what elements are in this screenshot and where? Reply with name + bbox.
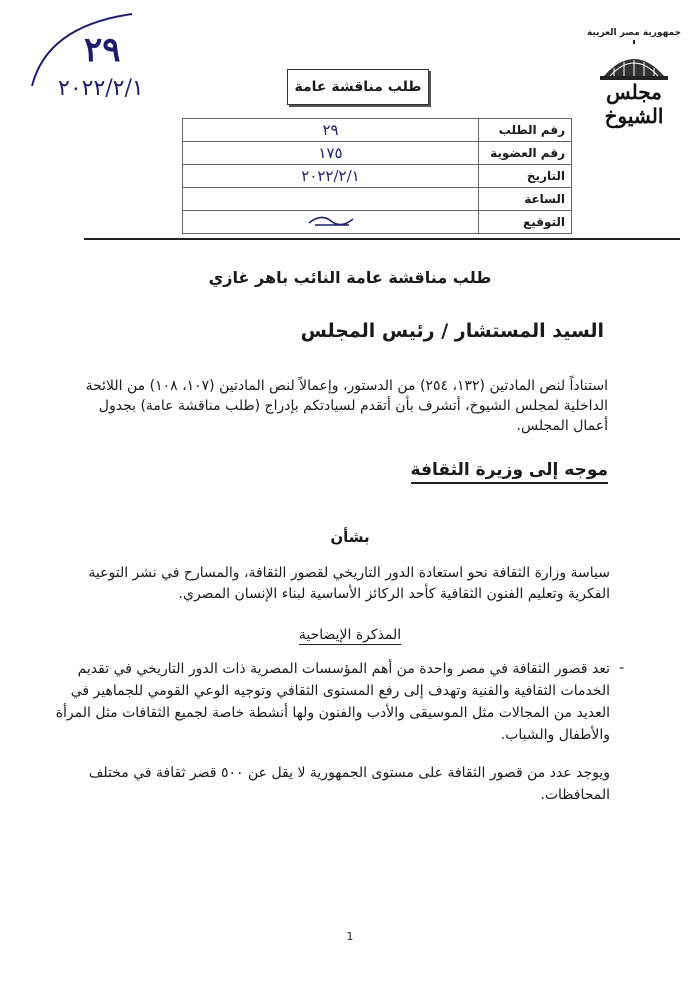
- header-divider: [84, 238, 680, 240]
- addressee: السيد المستشار / رئيس المجلس: [300, 320, 604, 342]
- memo-title-text: المذكرة الإيضاحية: [298, 627, 402, 643]
- logo-republic-text: جمهورية مصر العربية: [586, 28, 682, 38]
- table-row: [183, 165, 572, 188]
- handwritten-date: ٢٠٢٢/٢/١: [58, 76, 144, 101]
- directed-to-heading: موجه إلى وزيرة الثقافة: [411, 460, 608, 484]
- bullet-mark: -: [618, 660, 624, 676]
- time-value: [183, 188, 479, 211]
- memo-paragraph-1: تعد قصور الثقافة في مصر واحدة من أهم المؤسسات المصرية ذات الدور التاريخي في تقديم الخدمات الثقافية والفنية وتهدف إلى رفع المستوى الثقافي وتوجيه الوعي القومي للجماهير في العديد من المجالات مثل الموسيقى والأدب والفنون ولها أنشطة خاصة لجميع الثقافات مثل المرأة والأطفال والشباب.: [55, 661, 610, 743]
- table-row: [183, 211, 572, 234]
- request-number-value: ٢٩: [183, 119, 479, 142]
- table-row: [183, 188, 572, 211]
- request-heading: طلب مناقشة عامة النائب باهر غازي: [208, 268, 492, 287]
- signature-cell: [183, 211, 479, 234]
- date-label: التاريخ: [479, 165, 572, 188]
- request-info-table: [182, 118, 572, 234]
- signature-scribble: [301, 211, 361, 229]
- intro-paragraph: استناداً لنص المادتين (١٣٢، ٢٥٤) من الدستور، وإعمالاً لنص المادتين (١٠٧، ١٠٨) من اللائحة الداخلية لمجلس الشيوخ، أتشرف بأن أتقدم لسيادتكم بإدراج (طلب مناقشة عامة) بجدول أعمال المجلس.: [85, 378, 608, 434]
- membership-number-label: رقم العضوية: [479, 142, 572, 165]
- page-number: 1: [346, 930, 354, 943]
- logo-name-text: مجلس الشيوخ: [604, 80, 664, 128]
- document-title-box: طلب مناقشة عامة: [287, 69, 429, 105]
- memo-paragraph-2: ويوجد عدد من قصور الثقافة على مستوى الجمهورية لا يقل عن ٥٠٠ قصر ثقافة في مختلف المحافظات.: [88, 765, 610, 803]
- table-row: [183, 119, 572, 142]
- signature-label: التوقيع: [479, 211, 572, 234]
- request-number-label: رقم الطلب: [479, 119, 572, 142]
- senate-logo: [586, 28, 682, 128]
- table-row: [183, 142, 572, 165]
- memo-title: [240, 627, 460, 643]
- time-label: الساعة: [479, 188, 572, 211]
- regarding-heading: بشأن: [330, 528, 370, 546]
- handwritten-number: ٢٩: [84, 30, 121, 70]
- parliament-dome-icon: [594, 40, 674, 82]
- membership-number-value: ١٧٥: [183, 142, 479, 165]
- date-value: ٢٠٢٢/٢/١: [183, 165, 479, 188]
- subject-paragraph: سياسة وزارة الثقافة نحو استعادة الدور التاريخي لقصور الثقافة، والمسارح في نشر التوعية الفكرية وتعليم الفنون الثقافية كأحد الركائز الأساسية لبناء الإنسان المصري.: [88, 565, 610, 602]
